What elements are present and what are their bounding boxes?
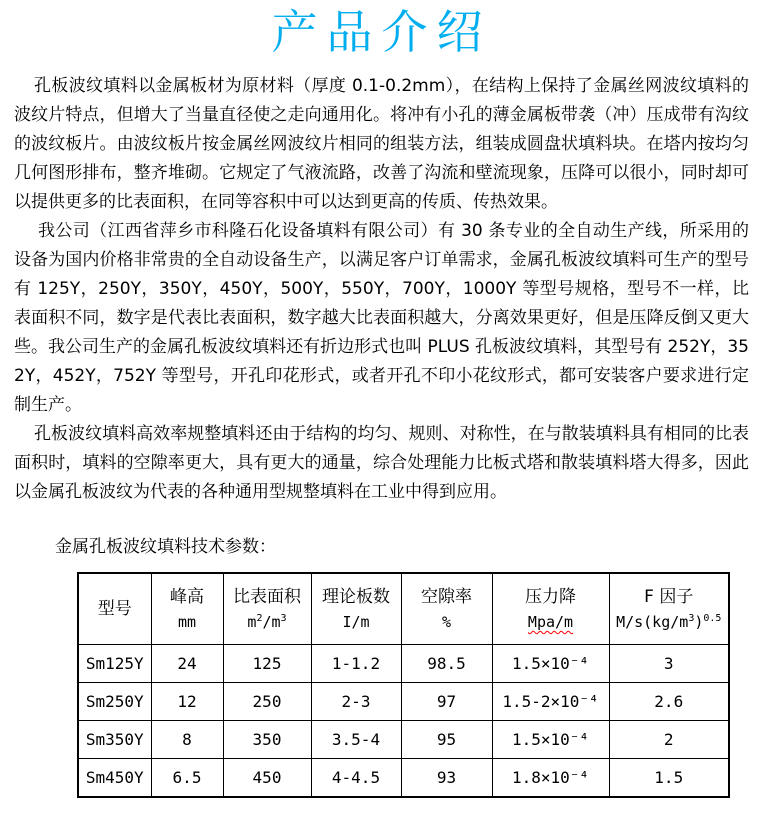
- table-cell: 3: [609, 645, 729, 683]
- header-specific-surface-area-unit: $m^2/m^3$: [247, 613, 287, 631]
- table-row: [78, 721, 729, 759]
- table-cell: 2-3: [311, 683, 401, 721]
- header-specific-surface-area-label: 比表面积: [233, 587, 301, 607]
- table-cell: 2.6: [609, 683, 729, 721]
- table-cell: Sm450Y: [78, 759, 151, 798]
- table-cell: 4-4.5: [311, 759, 401, 798]
- table-caption: 金属孔板波纹填料技术参数：: [55, 537, 276, 557]
- header-theoretical-plates-unit: I/m: [342, 613, 370, 631]
- table-cell: 250: [223, 683, 311, 721]
- table-cell: 450: [223, 759, 311, 798]
- header-void-fraction: [401, 573, 492, 645]
- table-cell: Sm350Y: [78, 721, 151, 759]
- table-row: [78, 683, 729, 721]
- table-cell: 1.5×10⁻⁴: [492, 721, 609, 759]
- header-f-factor-label: F 因子: [644, 587, 694, 607]
- header-peak-height: [151, 573, 223, 645]
- paragraph-performance: 孔板波纹填料高效率规整填料还由于结构的均匀、规则、对称性，在与散装填料具有相同的比表面积时，填料的空隙率更大，具有更大的通量，综合处理能力比板式塔和散装填料塔大得多，因此以金属孔板波纹为代表的各种通用型规整填料在工业中得到应用。: [14, 424, 749, 502]
- specs-table: [77, 572, 730, 798]
- header-peak-height-label: 峰高: [170, 587, 204, 607]
- table-cell: Sm125Y: [78, 645, 151, 683]
- header-pressure-drop-unit: Mpa/m: [527, 613, 574, 631]
- header-model-label: 型号: [97, 598, 132, 619]
- header-model: [78, 573, 151, 645]
- header-pressure-drop-label: 压力降: [525, 587, 576, 607]
- table-cell: 1.5: [609, 759, 729, 798]
- specs-table-body: [78, 645, 729, 798]
- table-header-row: [78, 573, 729, 645]
- header-theoretical-plates: [311, 573, 401, 645]
- table-cell: 97: [401, 683, 492, 721]
- table-cell: 95: [401, 721, 492, 759]
- page-title: 产品介绍: [271, 5, 492, 59]
- table-cell: 8: [151, 721, 223, 759]
- table-cell: 1.5×10⁻⁴: [492, 645, 609, 683]
- header-f-factor-unit: $M/s(kg/m^3)^{0.5}$: [616, 613, 722, 631]
- header-peak-height-unit: mm: [177, 613, 197, 631]
- table-row: [78, 759, 729, 798]
- table-cell: 93: [401, 759, 492, 798]
- table-cell: 24: [151, 645, 223, 683]
- table-cell: 12: [151, 683, 223, 721]
- header-pressure-drop: [492, 573, 609, 645]
- table-cell: 125: [223, 645, 311, 683]
- table-cell: 3.5-4: [311, 721, 401, 759]
- table-cell: 1.5-2×10⁻⁴: [492, 683, 609, 721]
- header-f-factor: [609, 573, 729, 645]
- header-void-fraction-unit: %: [441, 613, 452, 631]
- paragraph-company-models: 我公司（江西省萍乡市科隆石化设备填料有限公司）有 30 条专业的全自动生产线，所采用的设备为国内价格非常贵的全自动设备生产，以满足客户订单需求，金属孔板波纹填料可生产的型号有 125Y，250Y，350Y，450Y，500Y，550Y，700Y，1000Y 等型号规格，型号不一样，比表面积不同，数字是代表比表面积，数字越大比表面积越大，分离效果更好，但是压降反倒又更大些。我公司生产的金属孔板波纹填料还有折边形式也叫 PLUS 孔板波纹填料，其型号有 252Y，352Y，452Y，752Y 等型号，开孔印花形式，或者开孔不印小花纹形式，都可安装客户要求进行定制生产。: [14, 221, 749, 415]
- header-void-fraction-label: 空隙率: [421, 587, 472, 607]
- table-cell: 1-1.2: [311, 645, 401, 683]
- header-specific-surface-area: [223, 573, 311, 645]
- table-row: [78, 645, 729, 683]
- table-cell: 350: [223, 721, 311, 759]
- table-cell: 2: [609, 721, 729, 759]
- table-cell: 1.8×10⁻⁴: [492, 759, 609, 798]
- header-theoretical-plates-label: 理论板数: [322, 587, 390, 607]
- table-cell: 6.5: [151, 759, 223, 798]
- paragraph-product-structure: 孔板波纹填料以金属板材为原材料（厚度 0.1-0.2mm），在结构上保持了金属丝网波纹填料的波纹片特点，但增大了当量直径使之走向通用化。将冲有小孔的薄金属板带袭（冲）压成带有沟纹的波纹板片。由波纹板片按金属丝网波纹片相同的组装方法，组装成圆盘状填料块。在塔内按均匀几何图形排布，整齐堆砌。它规定了气液流路，改善了沟流和壁流现象，压降可以很小，同时却可以提供更多的比表面积，在同等容积中可以达到更高的传质、传热效果。: [14, 76, 749, 212]
- table-cell: 98.5: [401, 645, 492, 683]
- table-cell: Sm250Y: [78, 683, 151, 721]
